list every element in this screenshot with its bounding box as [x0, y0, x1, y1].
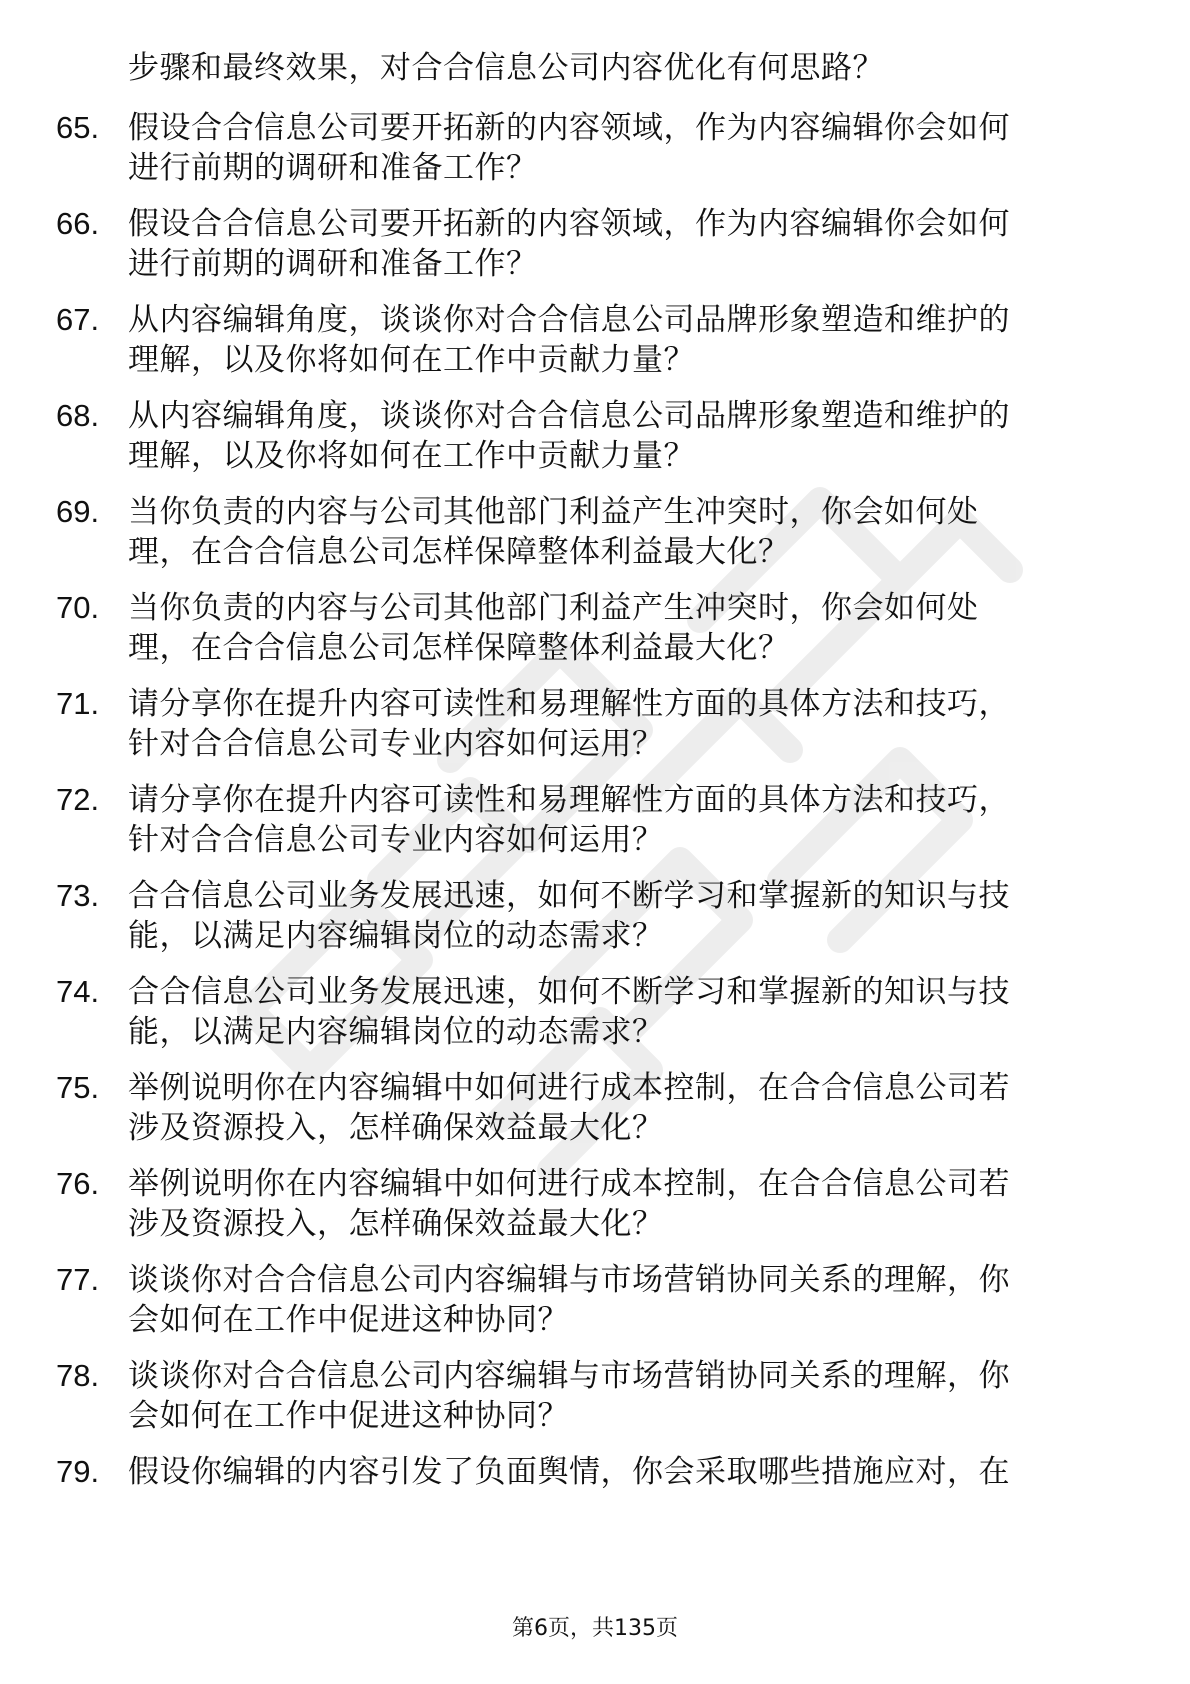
question-text: 请分享你在提升内容可读性和易理解性方面的具体方法和技巧，: [128, 782, 1010, 818]
question-number: 69.: [56, 494, 100, 529]
question-text: 当你负责的内容与公司其他部门利益产生冲突时，你会如何处: [128, 590, 979, 626]
question-text: 假设合合信息公司要开拓新的内容领域，作为内容编辑你会如何: [128, 206, 1010, 242]
question-number: 78.: [56, 1358, 100, 1393]
question-text: 涉及资源投入，怎样确保效益最大化？: [128, 1110, 664, 1146]
question-text: 假设合合信息公司要开拓新的内容领域，作为内容编辑你会如何: [128, 110, 1010, 146]
question-number: 68.: [56, 398, 100, 433]
question-text: 举例说明你在内容编辑中如何进行成本控制，在合合信息公司若: [128, 1166, 1010, 1202]
question-number: 72.: [56, 782, 100, 817]
question-text: 举例说明你在内容编辑中如何进行成本控制，在合合信息公司若: [128, 1070, 1010, 1106]
question-number: 67.: [56, 302, 100, 337]
question-text: 进行前期的调研和准备工作？: [128, 150, 538, 186]
question-number: 77.: [56, 1262, 100, 1297]
continuation-line: 步骤和最终效果，对合合信息公司内容优化有何思路？: [128, 50, 884, 86]
question-text: 理，在合合信息公司怎样保障整体利益最大化？: [128, 630, 790, 666]
page-footer: 第6页，共135页: [512, 1616, 678, 1641]
question-number: 71.: [56, 686, 100, 721]
question-text: 请分享你在提升内容可读性和易理解性方面的具体方法和技巧，: [128, 686, 1010, 722]
question-number: 79.: [56, 1454, 100, 1489]
question-text: 从内容编辑角度，谈谈你对合合信息公司品牌形象塑造和维护的: [128, 398, 1010, 434]
question-number: 74.: [56, 974, 100, 1009]
question-number: 75.: [56, 1070, 100, 1105]
question-text: 合合信息公司业务发展迅速，如何不断学习和掌握新的知识与技: [128, 974, 1010, 1010]
question-text: 进行前期的调研和准备工作？: [128, 246, 538, 282]
question-number: 76.: [56, 1166, 100, 1201]
question-text: 当你负责的内容与公司其他部门利益产生冲突时，你会如何处: [128, 494, 979, 530]
question-text: 能，以满足内容编辑岗位的动态需求？: [128, 1014, 664, 1050]
question-text: 谈谈你对合合信息公司内容编辑与市场营销协同关系的理解，你: [128, 1358, 1010, 1394]
question-text: 理，在合合信息公司怎样保障整体利益最大化？: [128, 534, 790, 570]
question-number: 70.: [56, 590, 100, 625]
question-number: 65.: [56, 110, 100, 145]
question-number: 73.: [56, 878, 100, 913]
question-text: 谈谈你对合合信息公司内容编辑与市场营销协同关系的理解，你: [128, 1262, 1010, 1298]
question-text: 涉及资源投入，怎样确保效益最大化？: [128, 1206, 664, 1242]
question-text: 会如何在工作中促进这种协同？: [128, 1398, 569, 1434]
question-text: 针对合合信息公司专业内容如何运用？: [128, 822, 664, 858]
question-text: 针对合合信息公司专业内容如何运用？: [128, 726, 664, 762]
question-text: 理解，以及你将如何在工作中贡献力量？: [128, 342, 695, 378]
question-text: 会如何在工作中促进这种协同？: [128, 1302, 569, 1338]
question-text: 合合信息公司业务发展迅速，如何不断学习和掌握新的知识与技: [128, 878, 1010, 914]
question-text: 理解，以及你将如何在工作中贡献力量？: [128, 438, 695, 474]
question-text: 能，以满足内容编辑岗位的动态需求？: [128, 918, 664, 954]
question-text: 从内容编辑角度，谈谈你对合合信息公司品牌形象塑造和维护的: [128, 302, 1010, 338]
question-number: 66.: [56, 206, 100, 241]
question-text: 假设你编辑的内容引发了负面舆情，你会采取哪些措施应对，在: [128, 1454, 1010, 1490]
